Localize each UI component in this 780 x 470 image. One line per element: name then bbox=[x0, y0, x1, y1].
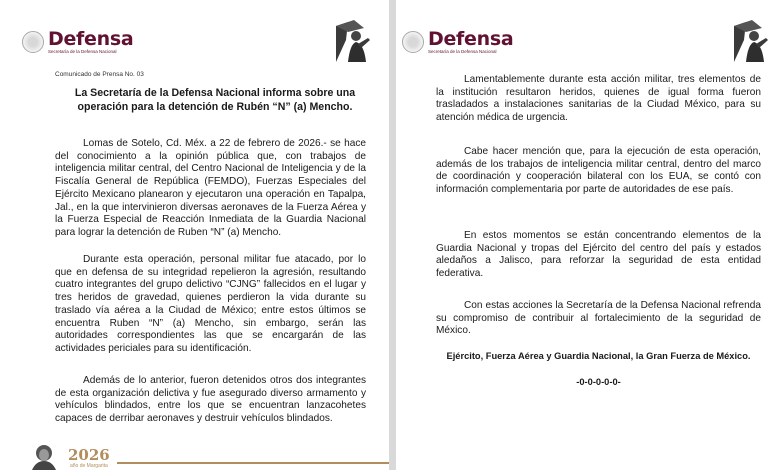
logo-title: Defensa bbox=[428, 28, 514, 50]
paragraph-1: Lomas de Sotelo, Cd. Méx. a 22 de febrero de 2026.- se hace del conocimiento a la opinión pública que, con trabajos de inteligencia militar central, del Centro Nacional de Inteligencia y de la Fiscalía General de República (FEMDO), Fuerzas Especiales del Ejército Mexicano planearon y ejecutaron una operación en Tapalpa, Jal., en la que intervinieron diversas aeronaves de la Fuerza Aérea y la Fuerza Especial de Reacción Inmediata de la Guardia Nacional para lograr la detención de Ruben “N” (a) Mencho. bbox=[55, 138, 366, 238]
logo-title: Defensa bbox=[48, 28, 134, 50]
paragraph-2: Durante esta operación, personal militar fue atacado, por lo que en defensa de su integridad repelieron la agresión, resultando cuatro integrantes del grupo delictivo “CJNG” fallecidos en el lugar y tres heridos de gravedad, quienes perdieron la vida durante su traslado vía aérea a la Ciudad de México; entre estos últimos se encuentra Ruben “N” (a) Mencho, sin embargo, serán las autoridades correspondientes las que se encargarán de las actividades periciales para su identificación. bbox=[55, 254, 366, 354]
logo-subtitle: Secretaría de la Defensa Nacional bbox=[428, 49, 497, 54]
flag-bearer-emblem-icon bbox=[726, 18, 772, 64]
paragraph-5: Cabe hacer mención que, para la ejecución de esta operación, además de los trabajos de inteligencia militar central, dentro del marco de coordinación y cooperación bilateral con los EUA, se contó con información complementaria por parte de autoridades de ese país. bbox=[436, 146, 761, 196]
press-release-page-2 bbox=[396, 0, 780, 470]
footer-subtitle: año de Margarita bbox=[70, 463, 108, 469]
paragraph-4: Lamentablemente durante esta acción militar, tres elementos de la institución resultaron heridos, quienes de igual forma fueron trasladados a instalaciones sanitarias de la Ciudad México, para su atención médica de urgencia. bbox=[436, 74, 761, 124]
footer-year: 2026 bbox=[68, 446, 110, 464]
footer-divider bbox=[117, 462, 389, 464]
end-mark: -0-0-0-0-0- bbox=[576, 377, 621, 387]
flag-bearer-emblem-icon bbox=[328, 18, 374, 64]
press-release-page-1 bbox=[0, 0, 389, 470]
paragraph-7: Con estas acciones la Secretaría de la Defensa Nacional refrenda su compromiso de contribuir al fortalecimiento de la seguridad de México. bbox=[436, 300, 761, 337]
press-release-number: Comunicado de Prensa No. 03 bbox=[55, 71, 144, 78]
paragraph-6: En estos momentos se están concentrando elementos de la Guardia Nacional y tropas del Ejército del centro del país y estados aledaños a Jalisco, para reforzar la seguridad de esta entidad federativa. bbox=[436, 230, 761, 280]
closing-slogan: Ejército, Fuerza Aérea y Guardia Nacional, la Gran Fuerza de México. bbox=[446, 351, 751, 361]
national-seal-icon bbox=[402, 31, 424, 53]
defensa-logo bbox=[402, 30, 513, 55]
margarita-portrait-icon bbox=[30, 443, 58, 470]
press-release-title: La Secretaría de la Defensa Nacional informa sobre una operación para la detención de Rubén “N” (a) Mencho. bbox=[74, 87, 356, 113]
defensa-logo bbox=[22, 30, 133, 55]
paragraph-3: Además de lo anterior, fueron detenidos otros dos integrantes de esta organización delictiva y fue asegurado diverso armamento y vehículos blindados, entre los que se encuentran lanzacohetes capaces de derribar aeronaves y destruir vehículos blindados. bbox=[55, 375, 366, 425]
national-seal-icon bbox=[22, 31, 44, 53]
logo-subtitle: Secretaría de la Defensa Nacional bbox=[48, 49, 117, 54]
